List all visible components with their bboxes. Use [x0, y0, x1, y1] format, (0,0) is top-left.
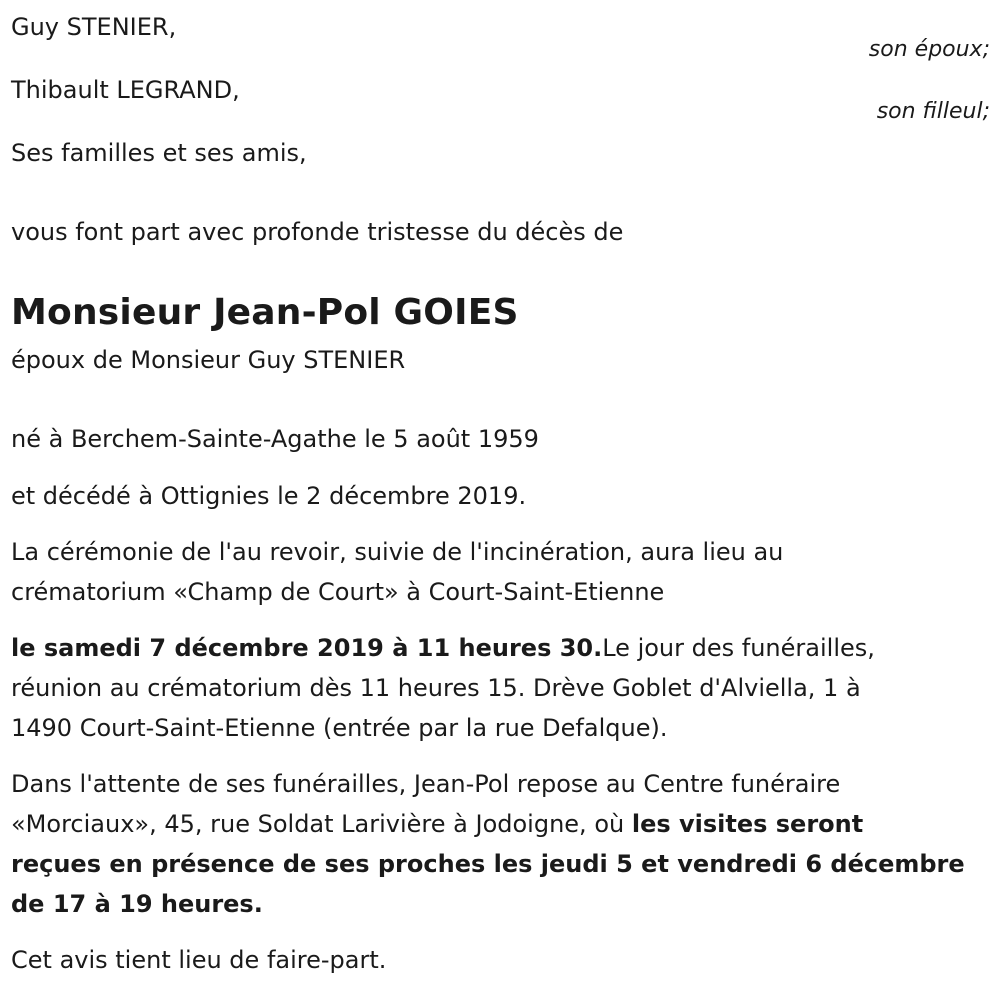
- birth-line: né à Berchem-Sainte-Agathe le 5 août 1959: [11, 425, 539, 453]
- visits-line-1: Dans l'attente de ses funérailles, Jean-Pol repose au Centre funéraire: [11, 770, 841, 798]
- visits-bold-end: de 17 à 19 heures.: [11, 890, 263, 918]
- funeral-line-3: 1490 Court-Saint-Etienne (entrée par la rue Defalque).: [11, 714, 668, 742]
- deceased-name: Monsieur Jean-Pol GOIES: [11, 292, 519, 333]
- relative-relation-2: son filleul;: [876, 99, 990, 124]
- visits-line-4: [11, 884, 996, 924]
- visits-location: «Morciaux», 45, rue Soldat Larivière à Jodoigne, où: [11, 810, 632, 838]
- visits-bold-start: les visites seront: [631, 810, 864, 838]
- relative-name-1: Guy STENIER,: [11, 13, 177, 41]
- funeral-paragraph: [11, 628, 996, 748]
- visits-bold-mid: reçues en présence de ses proches les jeudi 5 et vendredi 6 décembre: [11, 850, 965, 878]
- ceremony-line-2: crématorium «Champ de Court» à Court-Saint-Etienne: [11, 578, 665, 606]
- families-line: Ses familles et ses amis,: [11, 139, 307, 167]
- relative-name-2: Thibault LEGRAND,: [11, 76, 240, 104]
- ceremony-paragraph: [11, 532, 996, 612]
- visits-line-3: [11, 844, 996, 884]
- visits-paragraph: [11, 764, 996, 924]
- ceremony-line-1: La cérémonie de l'au revoir, suivie de l'incinération, aura lieu au: [11, 538, 784, 566]
- funeral-line-2: réunion au crématorium dès 11 heures 15. Drève Goblet d'Alviella, 1 à: [11, 674, 861, 702]
- spouse-line: époux de Monsieur Guy STENIER: [11, 346, 406, 374]
- funeral-line-1: [11, 628, 996, 668]
- funeral-date: le samedi 7 décembre 2019 à 11 heures 30.: [11, 634, 603, 662]
- announcement-line: vous font part avec profonde tristesse du décès de: [11, 218, 624, 246]
- closing-line: Cet avis tient lieu de faire-part.: [11, 946, 387, 974]
- death-line: et décédé à Ottignies le 2 décembre 2019.: [11, 482, 527, 510]
- relative-relation-1: son époux;: [868, 37, 990, 62]
- funeral-intro: Le jour des funérailles,: [602, 634, 875, 662]
- visits-line-2: [11, 804, 996, 844]
